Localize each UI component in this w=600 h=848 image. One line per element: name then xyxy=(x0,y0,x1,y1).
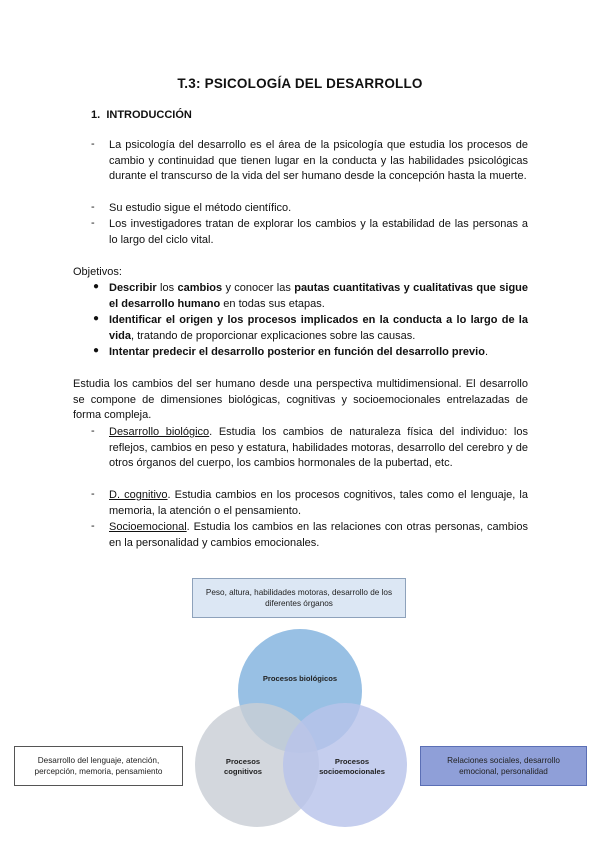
section-heading xyxy=(91,109,192,121)
bullet-marker: ● xyxy=(93,313,100,324)
dimension-item: D. cognitivo. Estudia cambios en los procesos cognitivos, tales como el lenguaje, la memoria, la atención o el pensamiento. xyxy=(109,489,528,517)
objetivo-item: Describir los cambios y conocer las pautas cuantitativas y cualitativas que sigue el desarrollo humano en todas sus etapas. xyxy=(109,282,528,310)
label-procesos-socioemocionales: Procesos socioemocionales xyxy=(319,757,385,776)
dash-marker: - xyxy=(91,425,95,437)
dash-marker: - xyxy=(91,217,95,229)
dimension-item: Socioemocional. Estudia los cambios en las relaciones con otras personas, cambios en la personalidad y cambios emocionales. xyxy=(109,521,528,549)
objetivo-item: Intentar predecir el desarrollo posterior en función del desarrollo previo. xyxy=(109,346,488,358)
right-annotation-box: Relaciones sociales, desarrollo emocional, personalidad xyxy=(420,746,587,786)
section-title: INTRODUCCIÓN xyxy=(106,109,192,121)
section-number: 1. xyxy=(91,109,101,121)
dimension-term: D. cognitivo xyxy=(109,489,168,501)
bullet-marker: ● xyxy=(93,281,100,292)
dimension-term: Socioemocional xyxy=(109,521,187,533)
top-annotation-box: Peso, altura, habilidades motoras, desarrollo de los diferentes órganos xyxy=(192,578,406,618)
dash-marker: - xyxy=(91,488,95,500)
label-procesos-biologicos: Procesos biológicos xyxy=(262,674,338,683)
dimension-term: Desarrollo biológico xyxy=(109,426,210,438)
intro-item: La psicología del desarrollo es el área de la psicología que estudia los procesos de cambio y continuidad que tienen lugar en la conducta y las habilidades psicológicas durante el transcurso de la vida del ser humano desde la concepción hasta la muerte. xyxy=(109,139,528,183)
dash-marker: - xyxy=(91,201,95,213)
page-title: T.3: PSICOLOGÍA DEL DESARROLLO xyxy=(177,76,423,91)
intro-item: Los investigadores tratan de explorar los cambios y la estabilidad de las personas a lo largo del ciclo vital. xyxy=(109,218,528,246)
objetivo-item: Identificar el origen y los procesos implicados en la conducta a lo largo de la vida, tratando de proporcionar explicaciones sobre las causas. xyxy=(109,314,528,342)
intro-item: Su estudio sigue el método científico. xyxy=(109,202,292,214)
dimension-item: Desarrollo biológico. Estudia los cambios de naturaleza física del individuo: los reflejos, cambios en peso y estatura, habilidades motoras, desarrollo del cerebro y de otros órganos del cuerpo, los cambios hormonales de la pubertad, etc. xyxy=(109,426,528,470)
left-annotation-box: Desarrollo del lenguaje, atención, percepción, memoria, pensamiento xyxy=(14,746,183,786)
label-procesos-cognitivos: Procesos cognitivos xyxy=(224,757,262,776)
dash-marker: - xyxy=(91,520,95,532)
dash-marker: - xyxy=(91,138,95,150)
estudia-paragraph: Estudia los cambios del ser humano desde una perspectiva multidimensional. El desarrollo se compone de dimensiones biológicas, cognitivas y socioemocionales entrelazadas de forma compleja. xyxy=(73,378,528,422)
objetivos-label: Objetivos: xyxy=(73,266,122,278)
bullet-marker: ● xyxy=(93,345,100,356)
